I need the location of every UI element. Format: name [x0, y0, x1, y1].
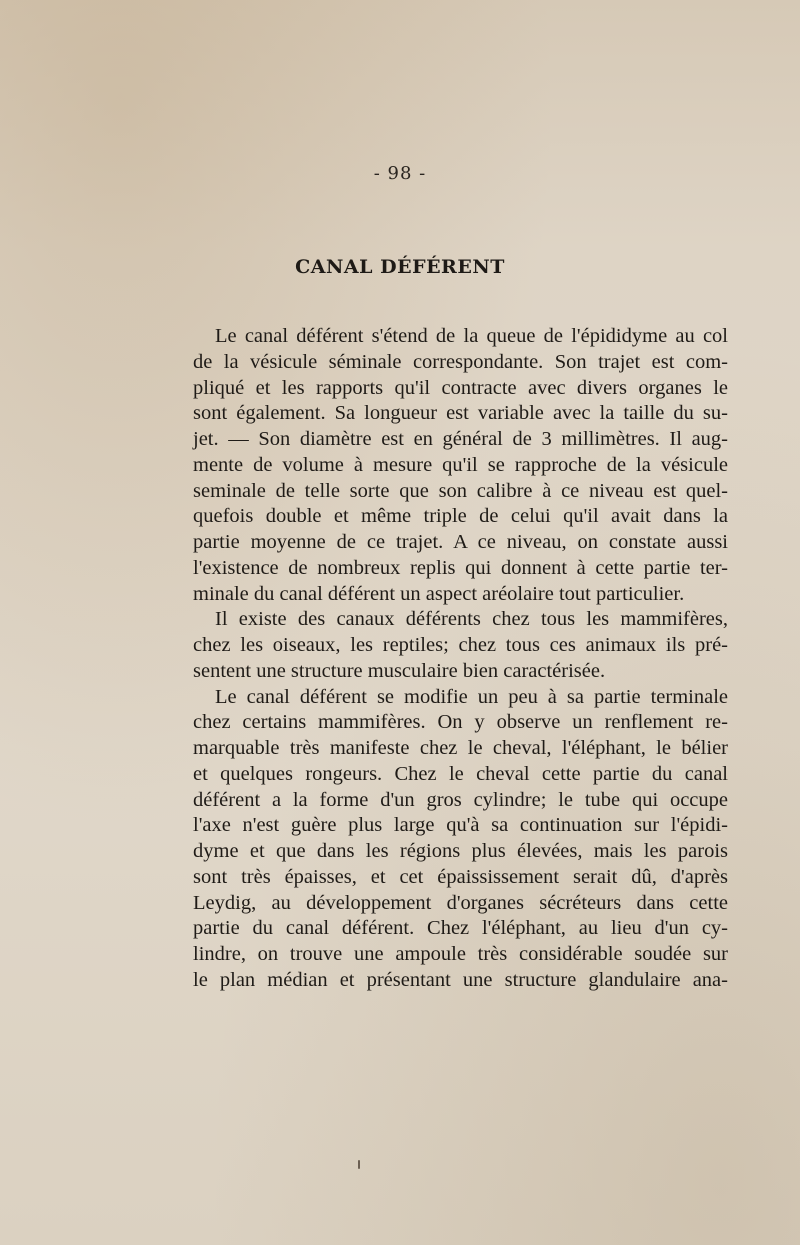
text-line: mente de volume à mesure qu'il se rapproche de la vésicule	[193, 453, 728, 476]
text-line: jet. — Son diamètre est en général de 3 millimètres. Il aug-	[193, 428, 728, 450]
text-line: Le canal déférent se modifie un peu à sa partie terminale	[215, 685, 728, 708]
text-line: lindre, on trouve une ampoule très considérable soudée sur	[193, 943, 728, 965]
text-line: dyme et que dans les régions plus élevées, mais les parois	[193, 840, 728, 862]
text-line: sentent une structure musculaire bien caractérisée.	[193, 659, 606, 682]
section-heading: CANAL DÉFÉRENT	[295, 256, 505, 278]
text-line: l'existence de nombreux replis qui donnent à cette partie ter-	[193, 556, 728, 579]
text-line: le plan médian et présentant une structure glandulaire ana-	[193, 968, 728, 991]
text-line: Le canal déférent s'étend de la queue de l'épididyme au col	[215, 325, 728, 347]
text-line: de la vésicule séminale correspondante. Son trajet est com-	[193, 350, 728, 373]
text-line: sont très épaisses, et cet épaississement serait dû, d'après	[193, 865, 728, 888]
text-line: partie moyenne de ce trajet. A ce niveau, on constate aussi	[193, 531, 728, 553]
text-line: chez les oiseaux, les reptiles; chez tous ces animaux ils pré-	[193, 634, 728, 656]
text-line: partie du canal déférent. Chez l'éléphant, au lieu d'un cy-	[193, 917, 728, 940]
text-line: et quelques rongeurs. Chez le cheval cette partie du canal	[193, 762, 728, 785]
text-line: minale du canal déférent un aspect aréolaire tout particulier.	[193, 582, 685, 605]
paragraph-3	[193, 685, 728, 994]
text-line: l'axe n'est guère plus large qu'à sa continuation sur l'épidi-	[193, 814, 728, 837]
text-line: chez certains mammifères. On y observe un renflement re-	[193, 711, 728, 734]
text-line: déférent a la forme d'un gros cylindre; le tube qui occupe	[193, 788, 728, 811]
text-line: quefois double et même triple de celui qu'il avait dans la	[193, 505, 728, 528]
text-line: Leydig, au développement d'organes sécréteurs dans cette	[193, 891, 728, 914]
ink-speck	[358, 1160, 360, 1169]
paragraph-1	[193, 324, 728, 607]
text-line: pliqué et les rapports qu'il contracte avec divers organes le	[193, 376, 728, 399]
page-number: - 98 -	[373, 163, 427, 184]
text-line: marquable très manifeste chez le cheval, l'éléphant, le bélier	[193, 737, 728, 759]
text-line: seminale de telle sorte que son calibre à ce niveau est quel-	[193, 479, 728, 502]
text-line: Il existe des canaux déférents chez tous les mammifères,	[215, 608, 728, 631]
body-text	[193, 324, 728, 994]
paragraph-2	[193, 607, 728, 684]
text-line: sont également. Sa longueur est variable avec la taille du su-	[193, 402, 728, 425]
